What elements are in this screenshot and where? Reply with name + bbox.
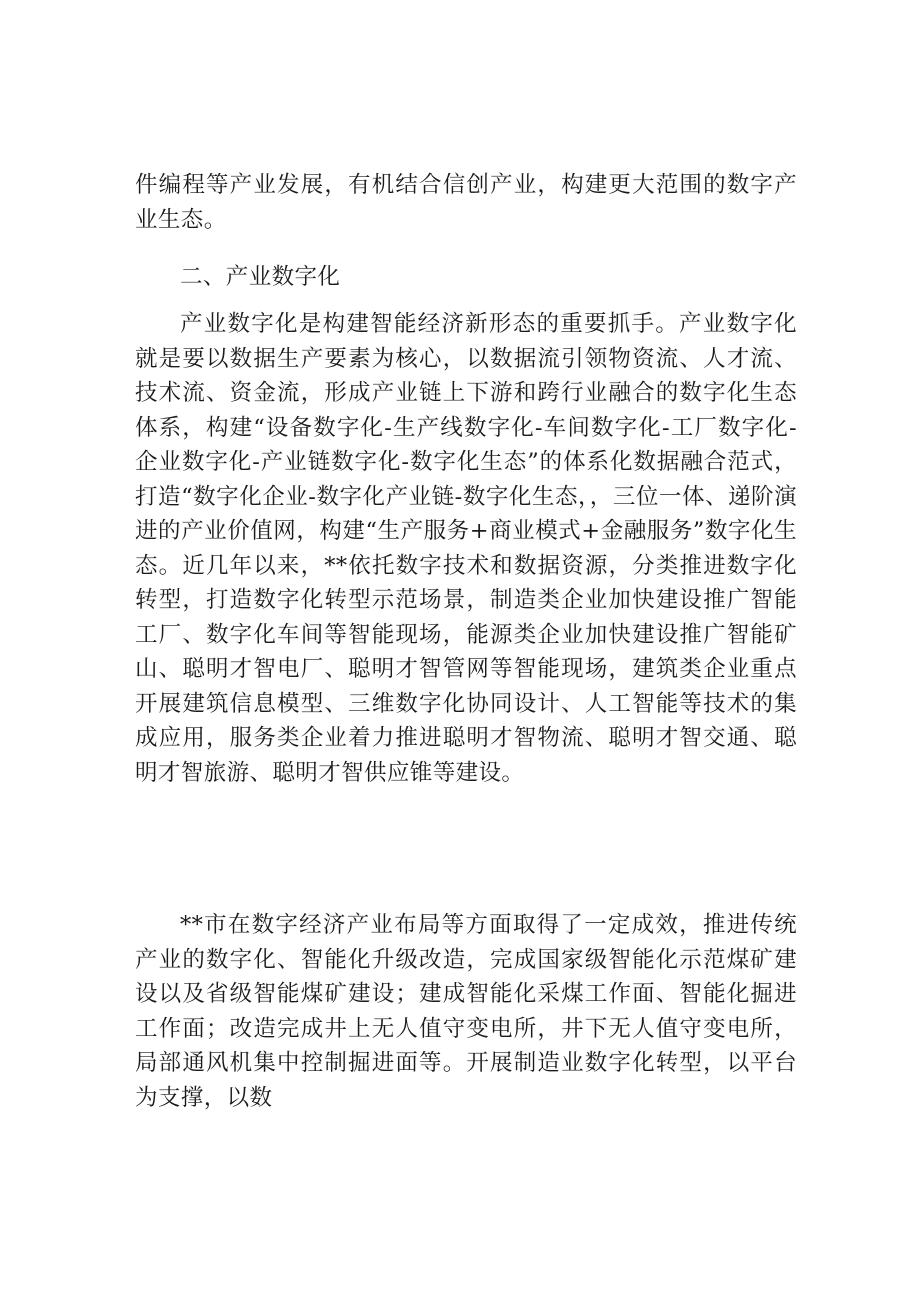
paragraph-city-results: **市在数字经济产业布局等方面取得了一定成效，推进传统产业的数字化、智能化升级改造，完成国家级智能化示范煤矿建设以及省级智能煤矿建设；建成智能化采煤工作面、智能化掘进工作面；改造完成井上无人值守变电所，井下无人值守变电所，局部通风机集中控制掘进面等。开展制造业数字化转型，以平台为支撑，以数 xyxy=(135,912,797,1111)
paragraph-industry-digitalization: 产业数字化是构建智能经济新形态的重要抓手。产业数字化就是要以数据生产要素为核心，以数据流引领物资流、人才流、技术流、资金流，形成产业链上下游和跨行业融合的数字化生态体系，构建“设备数字化-生产线数字化-车间数字化-工厂数字化-企业数字化-产业链数字化-数字化生态”的体系化数据融合范式，打造“数字化企业-数字化产业链-数字化生态，，三位一体、递阶演进的产业价值网，构建“生产服务+商业模式+金融服务”数字化生态。近几年以来，**依托数字技术和数据资源，分类推进数字化转型，打造数字化转型示范场景，制造类企业加快建设推广智能工厂、数字化车间等智能现场，能源类企业加快建设推广智能矿山、聪明才智电厂、聪明才智管网等智能现场，建筑类企业重点开展建筑信息模型、三维数字化协同设计、人工智能等技术的集成应用，服务类企业着力推进聪明才智物流、聪明才智交通、聪明才智旅游、聪明才智供应锥等建设。 xyxy=(135,311,797,786)
section-heading: 二、产业数字化 xyxy=(180,264,341,290)
paragraph-continuation: 件编程等产业发展，有机结合信创产业，构建更大范围的数字产业生态。 xyxy=(135,172,797,233)
